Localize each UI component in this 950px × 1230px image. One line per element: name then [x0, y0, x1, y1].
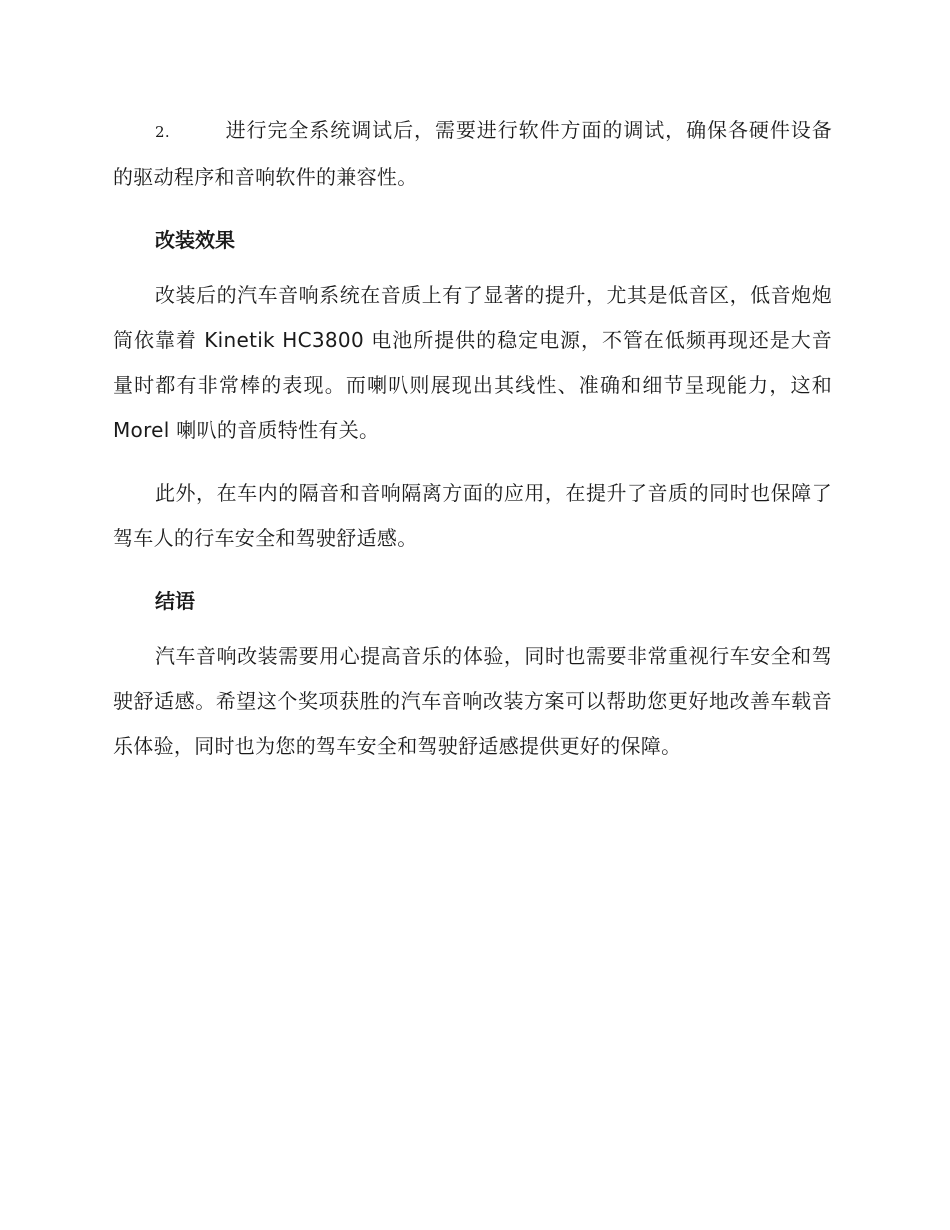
list-item-2	[113, 108, 832, 200]
section-heading-effect: 改装效果	[155, 228, 235, 252]
list-number: 2.	[155, 123, 170, 141]
list-item-text: 进行完全系统调试后，需要进行软件方面的调试，确保各硬件设备的驱动程序和音响软件的兼容性。	[113, 118, 832, 189]
effect-paragraph-2: 此外，在车内的隔音和音响隔离方面的应用，在提升了音质的同时也保障了驾车人的行车安全和驾驶舒适感。	[113, 481, 832, 550]
section-heading-conclusion: 结语	[155, 589, 195, 613]
effect-paragraph-1: 改装后的汽车音响系统在音质上有了显著的提升，尤其是低音区，低音炮炮筒依靠着 Kinetik HC3800 电池所提供的稳定电源，不管在低频再现还是大音量时都有非常棒的表现。而喇叭则展现出其线性、准确和细节呈现能力，这和 Morel 喇叭的音质特性有关。	[113, 283, 832, 442]
conclusion-paragraph-1: 汽车音响改装需要用心提高音乐的体验，同时也需要非常重视行车安全和驾驶舒适感。希望这个奖项获胜的汽车音响改装方案可以帮助您更好地改善车载音乐体验，同时也为您的驾车安全和驾驶舒适感提供更好的保障。	[113, 644, 832, 758]
